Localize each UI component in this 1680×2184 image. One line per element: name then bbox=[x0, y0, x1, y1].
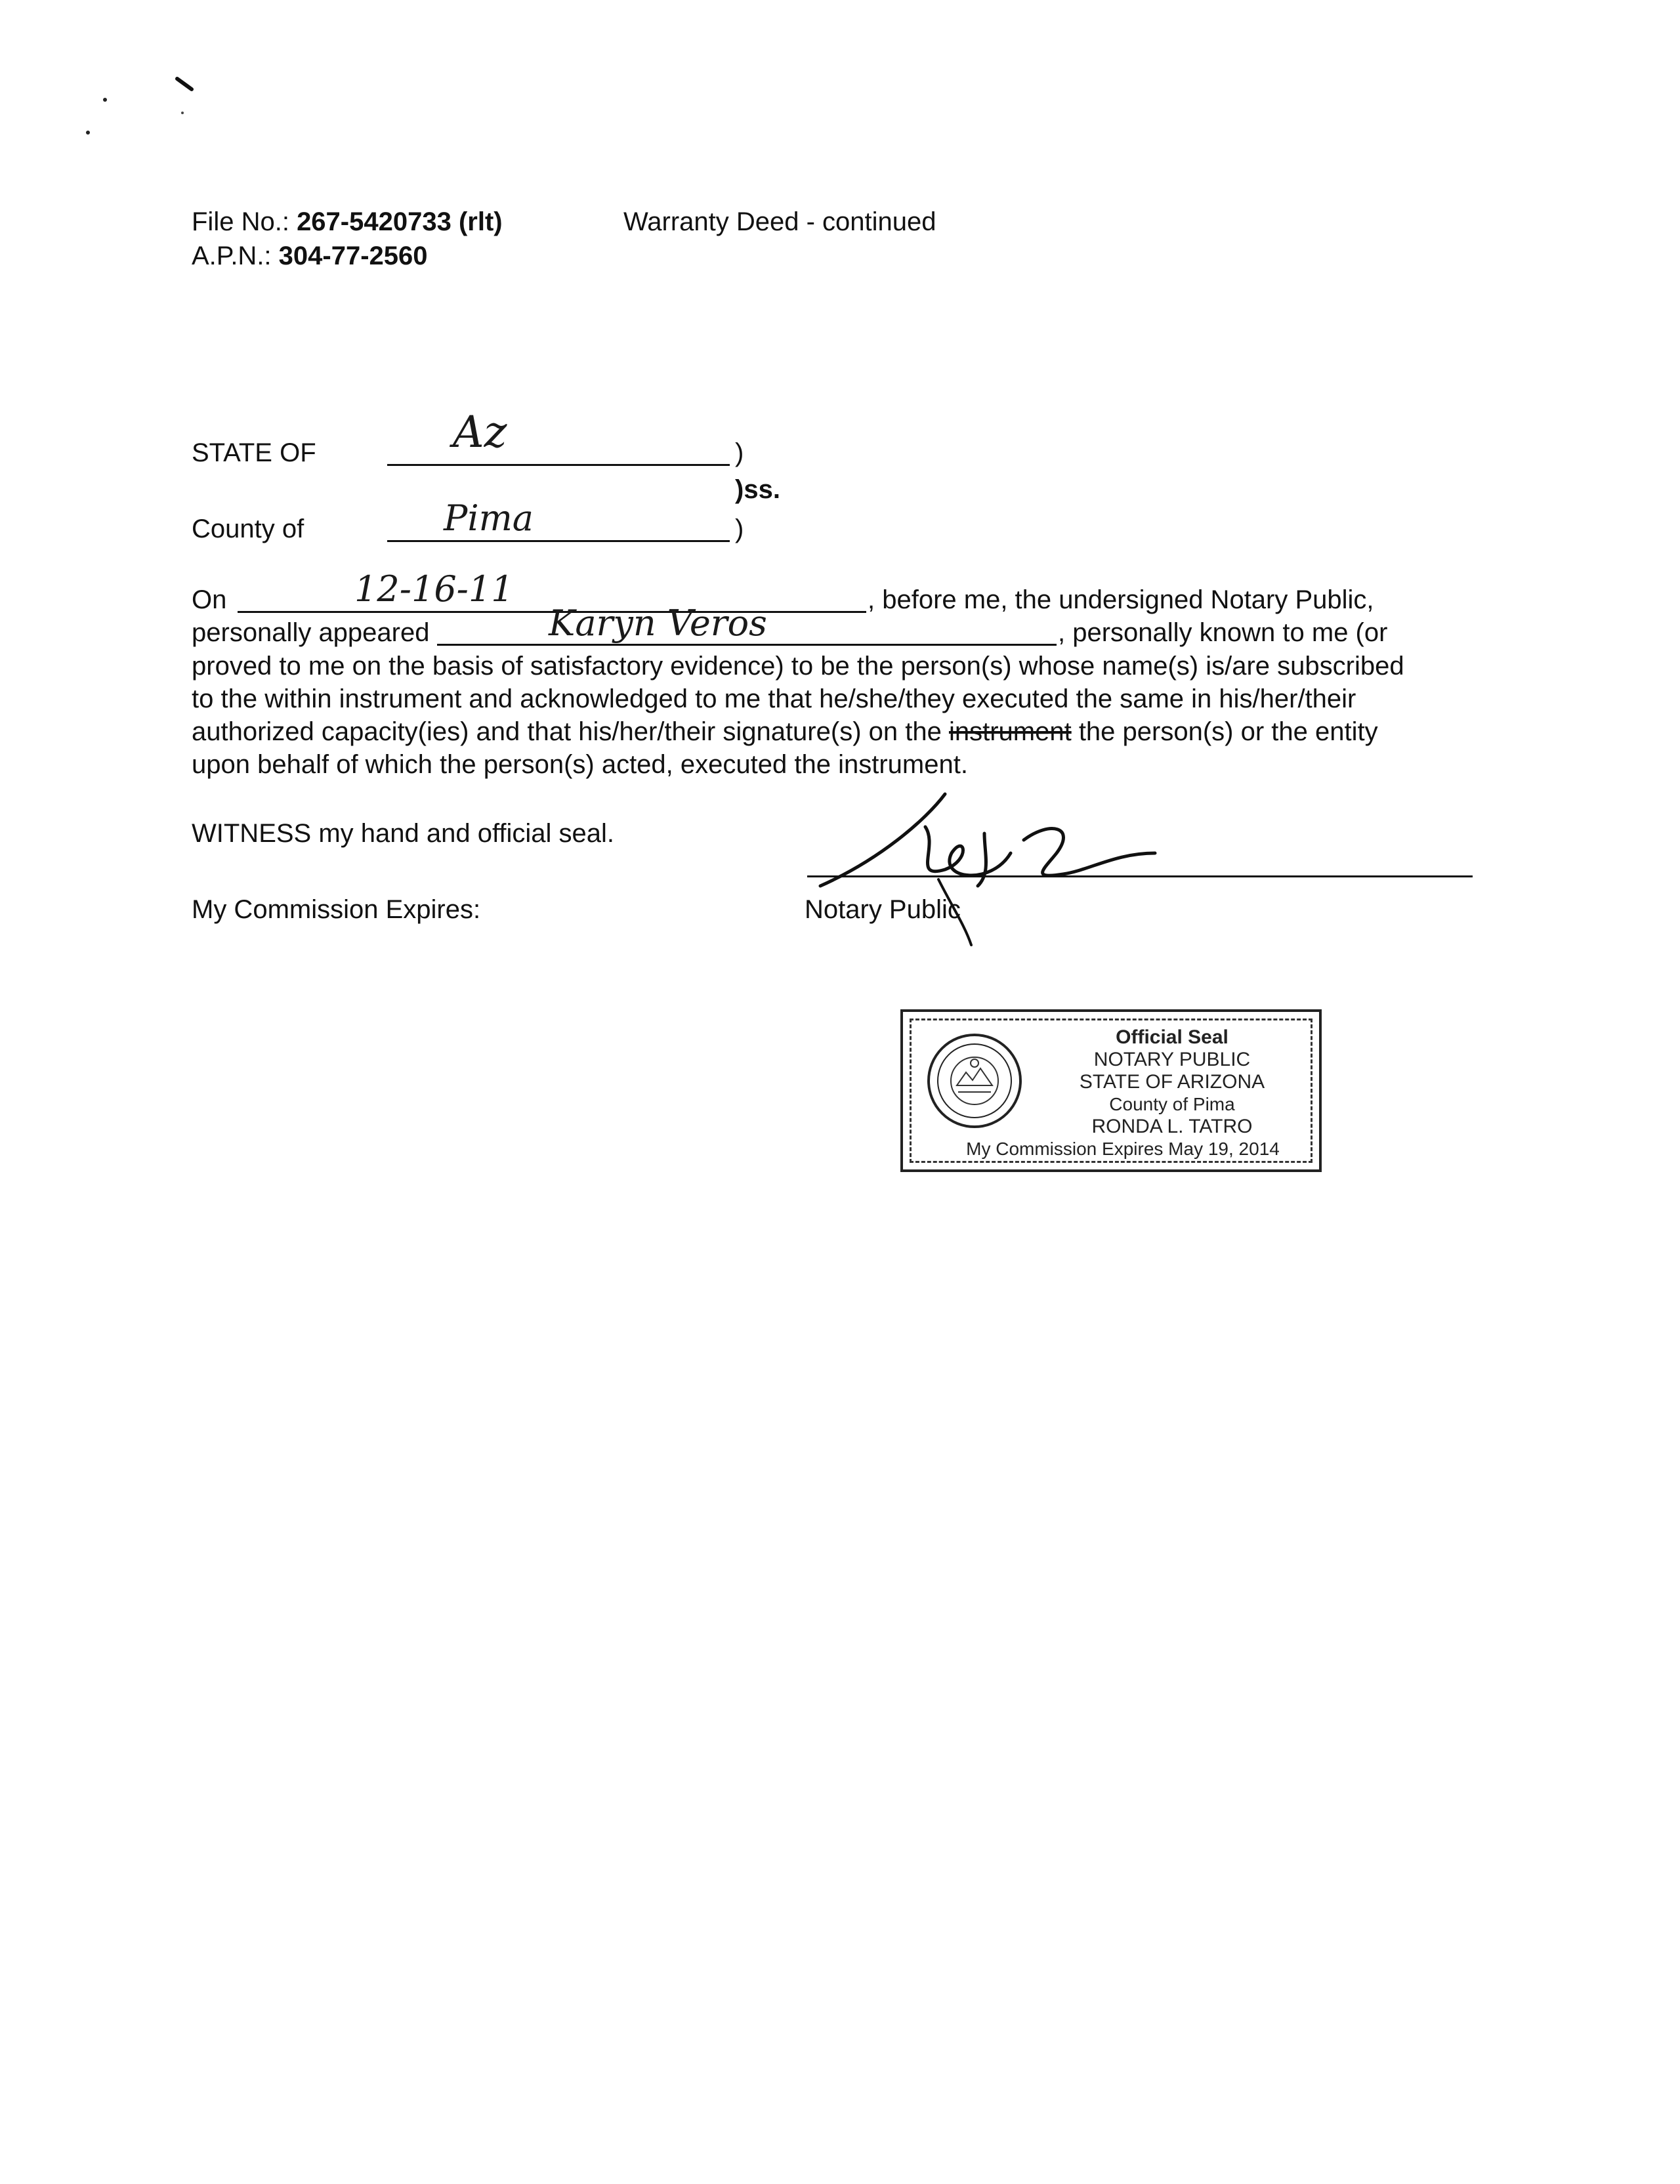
ack-line5-struck: instrument bbox=[948, 717, 1072, 746]
notary-label: Notary Public bbox=[805, 895, 961, 924]
appeared-handwritten: Karyn Veros bbox=[549, 602, 767, 644]
on-label: On bbox=[192, 585, 227, 614]
seal-line-name: RONDA L. TATRO bbox=[1091, 1116, 1253, 1137]
document-title: Warranty Deed - continued bbox=[623, 207, 936, 236]
ss-mark: )ss. bbox=[735, 475, 780, 504]
notary-signature bbox=[774, 755, 1194, 952]
appeared-blank-line bbox=[437, 644, 1057, 646]
apn-label: A.P.N.: bbox=[192, 242, 272, 270]
seal-line-notary: NOTARY PUBLIC bbox=[1093, 1049, 1251, 1070]
ack-line6: upon behalf of which the person(s) acted, executed the instrument. bbox=[192, 750, 968, 779]
seal-line-official: Official Seal bbox=[1116, 1026, 1228, 1048]
county-blank-line bbox=[387, 540, 730, 542]
state-blank-line bbox=[387, 464, 730, 466]
appeared-label: personally appeared bbox=[192, 618, 430, 647]
seal-line-state: STATE OF ARIZONA bbox=[1079, 1071, 1265, 1093]
ack-line5-a: authorized capacity(ies) and that his/her/their signature(s) on the bbox=[192, 717, 949, 746]
state-paren: ) bbox=[735, 438, 744, 467]
scan-marks bbox=[79, 72, 210, 151]
county-label: County of bbox=[192, 514, 304, 543]
seal-text-block bbox=[966, 1026, 1310, 1160]
ack-line1-tail: , before me, the undersigned Notary Public, bbox=[868, 585, 1374, 614]
commission-label: My Commission Expires: bbox=[192, 895, 481, 924]
file-number-label: File No.: bbox=[192, 207, 289, 236]
seal-line-county: County of Pima bbox=[1109, 1094, 1235, 1114]
file-number-value: 267-5420733 (rlt) bbox=[297, 207, 503, 236]
witness-text: WITNESS my hand and official seal. bbox=[192, 819, 614, 848]
county-handwritten: Pima bbox=[444, 497, 534, 539]
apn-value: 304-77-2560 bbox=[278, 242, 428, 270]
file-number bbox=[192, 206, 503, 238]
date-handwritten: 12-16-11 bbox=[354, 568, 514, 610]
county-paren: ) bbox=[735, 514, 744, 543]
seal-line-expires: My Commission Expires May 19, 2014 bbox=[966, 1139, 1280, 1159]
arizona-state-seal-icon bbox=[925, 1032, 1024, 1130]
ack-line4: to the within instrument and acknowledged to me that he/she/they executed the same in his/her/their bbox=[192, 684, 1356, 713]
state-handwritten: Az bbox=[453, 407, 507, 457]
apn bbox=[192, 240, 428, 272]
ack-line3: proved to me on the basis of satisfactory evidence) to be the person(s) whose name(s) is/are subscribed bbox=[192, 652, 1404, 681]
ack-line5-b: the person(s) or the entity bbox=[1071, 717, 1378, 746]
state-label: STATE OF bbox=[192, 438, 316, 467]
notary-seal-stamp bbox=[900, 1009, 1322, 1172]
ack-line2-tail: , personally known to me (or bbox=[1058, 618, 1388, 647]
ack-line5 bbox=[192, 715, 1378, 748]
